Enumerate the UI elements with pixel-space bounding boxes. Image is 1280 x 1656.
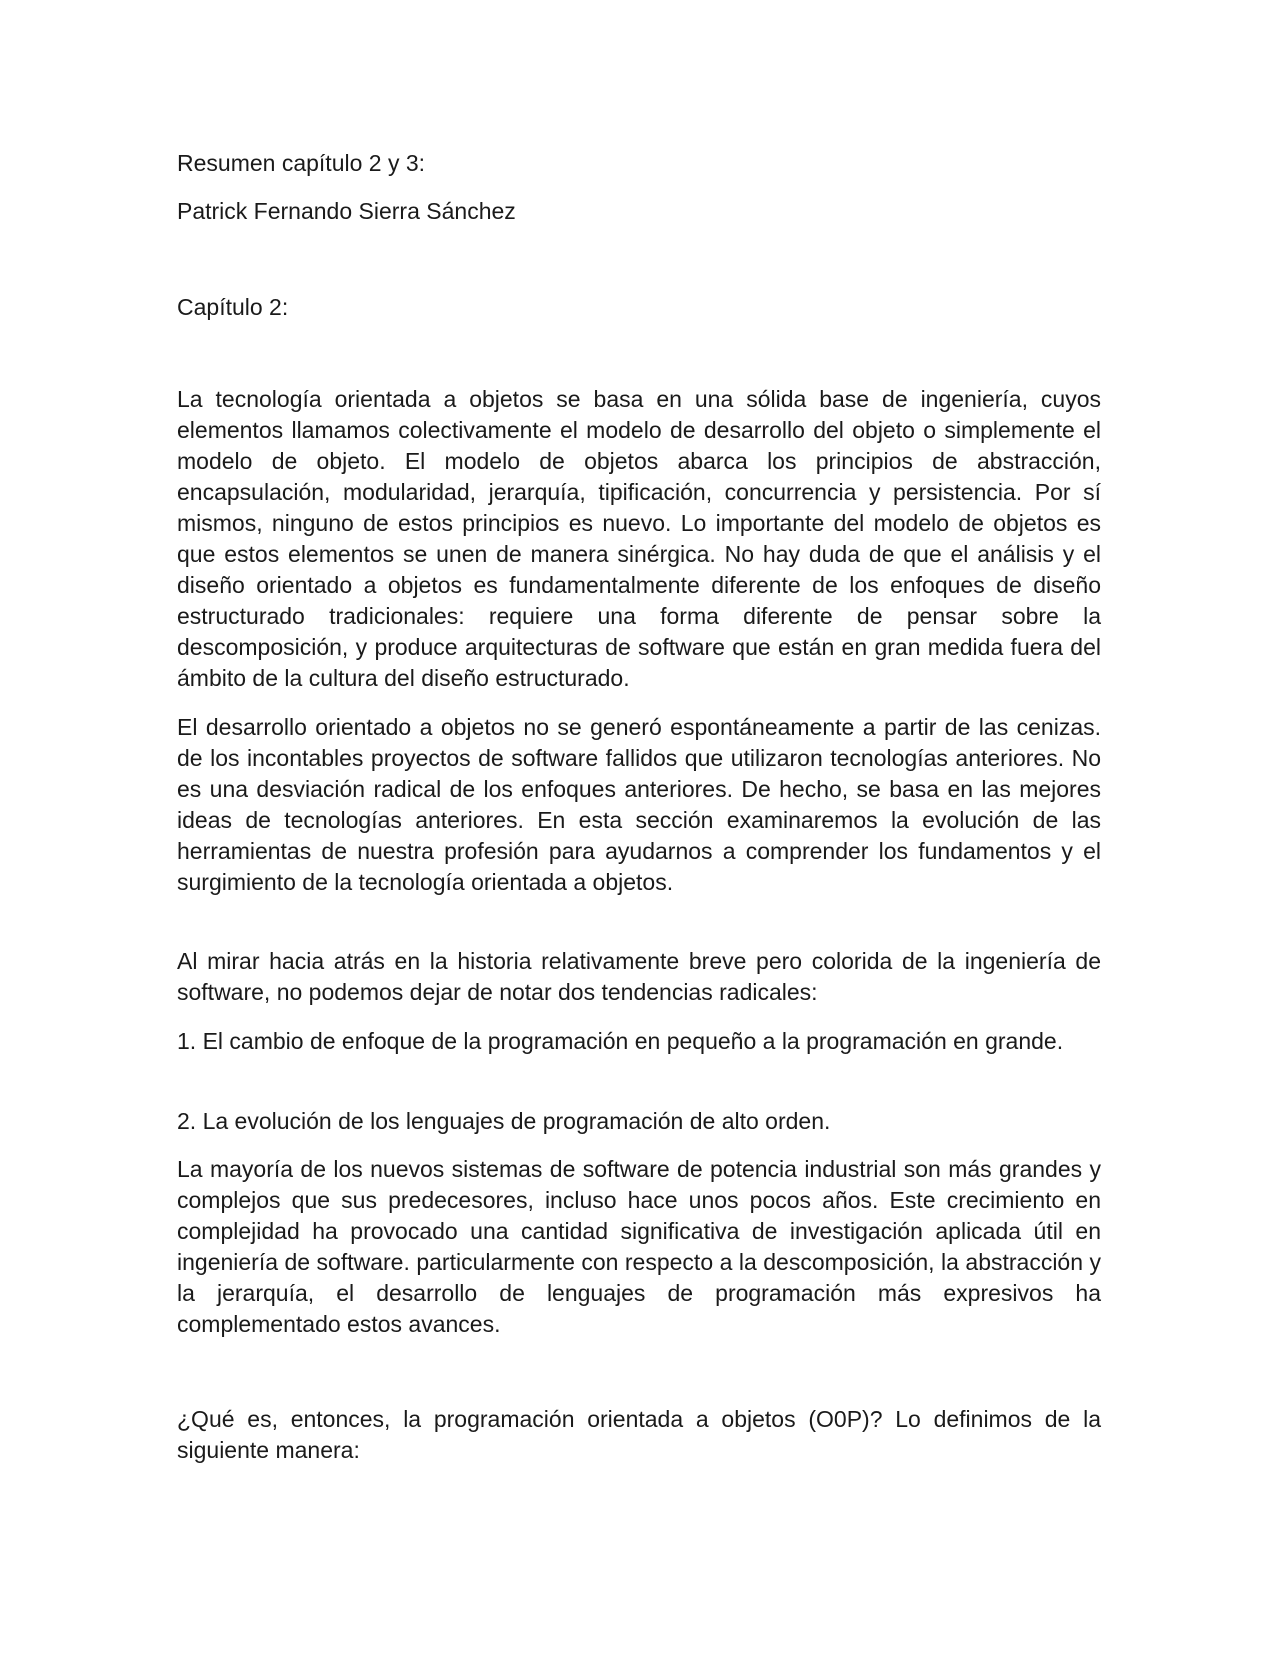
body-paragraph: La mayoría de los nuevos sistemas de software de potencia industrial son más grandes y complejos que sus predecesores, incluso hace unos pocos años. Este crecimiento en complejidad ha provocado una cantidad significativa de investigación aplicada útil en ingeniería de software. particularmente con respecto a la descomposición, la abstracción y la jerarquía, el desarrollo de lenguajes de programación más expresivos ha complementado estos avances. <box>177 1156 1101 1337</box>
body-paragraph: La tecnología orientada a objetos se basa en una sólida base de ingeniería, cuyos elementos llamamos colectivamente el modelo de desarrollo del objeto o simplemente el modelo de objeto. El modelo de objetos abarca los principios de abstracción, encapsulación, modularidad, jerarquía, tipificación, concurrencia y persistencia. Por sí mismos, ninguno de estos principios es nuevo. Lo importante del modelo de objetos es que estos elementos se unen de manera sinérgica. No hay duda de que el análisis y el diseño orientado a objetos es fundamentalmente diferente de los enfoques de diseño estructurado tradicionales: requiere una forma diferente de pensar sobre la descomposición, y produce arquitecturas de software que están en gran medida fuera del ámbito de la cultura del diseño estructurado. <box>177 386 1101 691</box>
body-paragraph: Al mirar hacia atrás en la historia relativamente breve pero colorida de la ingeniería de software, no podemos dejar de notar dos tendencias radicales: <box>177 948 1101 1005</box>
body-paragraph: El desarrollo orientado a objetos no se generó espontáneamente a partir de las cenizas. de los incontables proyectos de software fallidos que utilizaron tecnologías anteriores. No es una desviación radical de los enfoques anteriores. De hecho, se basa en las mejores ideas de tecnologías anteriores. En esta sección examinaremos la evolución de las herramientas de nuestra profesión para ayudarnos a comprender los fundamentos y el surgimiento de la tecnología orientada a objetos. <box>177 714 1101 895</box>
numbered-list-item: 1. El cambio de enfoque de la programación en pequeño a la programación en grande. <box>177 1028 1064 1054</box>
author-name: Patrick Fernando Sierra Sánchez <box>177 198 516 224</box>
chapter-title: Capítulo 2: <box>177 294 289 320</box>
numbered-list-item: 2. La evolución de los lenguajes de programación de alto orden. <box>177 1108 831 1134</box>
document-header-title: Resumen capítulo 2 y 3: <box>177 150 426 176</box>
body-paragraph: ¿Qué es, entonces, la programación orientada a objetos (O0P)? Lo definimos de la siguiente manera: <box>177 1406 1101 1463</box>
